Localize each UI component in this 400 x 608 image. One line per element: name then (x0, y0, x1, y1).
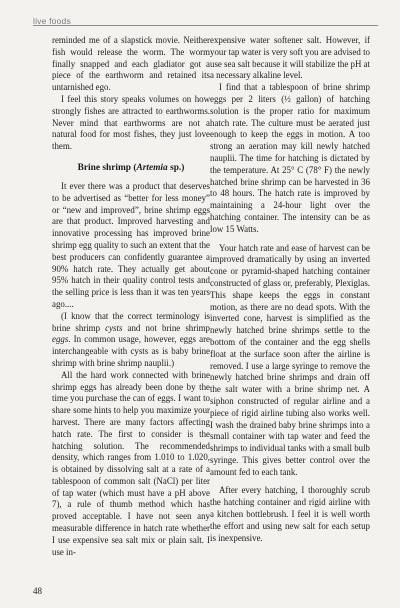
italic-term: cysts (105, 322, 123, 333)
paragraph: Your hatch rate and ease of harvest can be improved dramatically by using an inverted cone or pyramid-shaped hatching container constructed of glass or, preferably, Plexiglas. This shape keeps the eggs in constant motion, as there are no dead spots. With the inverted cone, harvest is simplified as the newly hatched brine shrimps settle to the bottom of the container and the egg shells float at the surface soon after the airline is removed. I use a large syringe to remove the newly hatched brine shrimps and drain off the salt water with a brine shrimp net. A siphon constructed of regular airline and a piece of rigid airline tubing also works well. I wash the drained baby brine shrimps into a small container with tap water and feed the shrimps to individual tanks with a small bulb syringe. This gives better control over the amount fed to each tank. (210, 242, 370, 477)
paragraph: I feel this story speaks volumes on how strongly fishes are attracted to earthworms. Never mind that earthworms are not a natural food for most fishes, they just love them. (52, 93, 210, 152)
paragraph (52, 311, 210, 370)
section-heading (52, 162, 210, 174)
right-column (210, 35, 370, 544)
paragraph: All the hard work connected with brine shrimp eggs has already been done by the time you purchase the can of eggs. I want to share some hints to help you maximize your harvest. There are many factors affecting hatch rate. The first to consider is the hatching solution. The recommended density, which ranges from 1.010 to 1.020, is obtained by dissolving salt at a rate of a tablespoon of common salt (NaCl) per liter of tap water (which must have a pH above 7), a rule of thumb method which has proved acceptable. I have not seen any measurable difference in hatch rate whether I use expensive sea salt mix or plain salt. I use in- (52, 369, 210, 557)
text-run: (I know that the correct terminology is brine shrimp (52, 310, 210, 333)
paragraph: reminded me of a slapstick movie. Neither fish would release the worm. The worm finally snapped and each gladiator got a piece of the earthworm and retained its untarnished ego. (52, 35, 210, 93)
left-column (52, 35, 210, 558)
running-header-text: live foods (33, 16, 71, 26)
paragraph: expensive water softener salt. However, if your tap water is very soft you are advised to use sea salt because it will stabilize the pH at a necessary alkaline level. (210, 35, 370, 81)
heading-text: Brine shrimp ( (77, 162, 137, 173)
text-run: . In common usage, however, eggs are interchangeable with cysts as is baby brine shrimp with brine shrimp nauplii.) (52, 334, 210, 368)
running-header (33, 11, 378, 26)
italic-term: eggs (52, 334, 69, 345)
paragraph: After every hatching, I thoroughly scrub the hatching container and rigid airline with a kitchen bottlebrush. I feel it is well worth the effort and using new salt for each setup is inexpensive. (210, 485, 370, 543)
paragraph: I find that a tablespoon of brine shrimp eggs per 2 liters (½ gallon) of hatching solution is the proper ratio for maximum hatch rate. The culture must be aerated just enough to keep the eggs in motion. A too strong an aeration may kill newly hatched nauplii. The time for hatching is dictated by the temperature. At 25° C (78° F) the newly hatched brine shrimp can be harvested in 36 to 48 hours. The hatch rate is improved by maintaining a 24-hour light over the hatching container. The intensity can be as low 15 Watts. (210, 82, 370, 234)
page-number: 48 (33, 586, 42, 596)
heading-latin-name: Artemia (136, 162, 168, 173)
heading-suffix: sp.) (167, 162, 185, 173)
paragraph: It ever there was a product that deserves to be advertised as “better for less money” or “new and improved”, brine shrimp eggs are that product. Improved harvesting and innovative processing has improved brine shrimp egg quality to such an extent that the best producers can confidently guarantee a 90% hatch rate. They actually get about 95% hatch in their quality control tests and the selling price is less than it was ten years ago.... (52, 180, 210, 309)
text-run: and not brine shrimp (122, 322, 210, 333)
